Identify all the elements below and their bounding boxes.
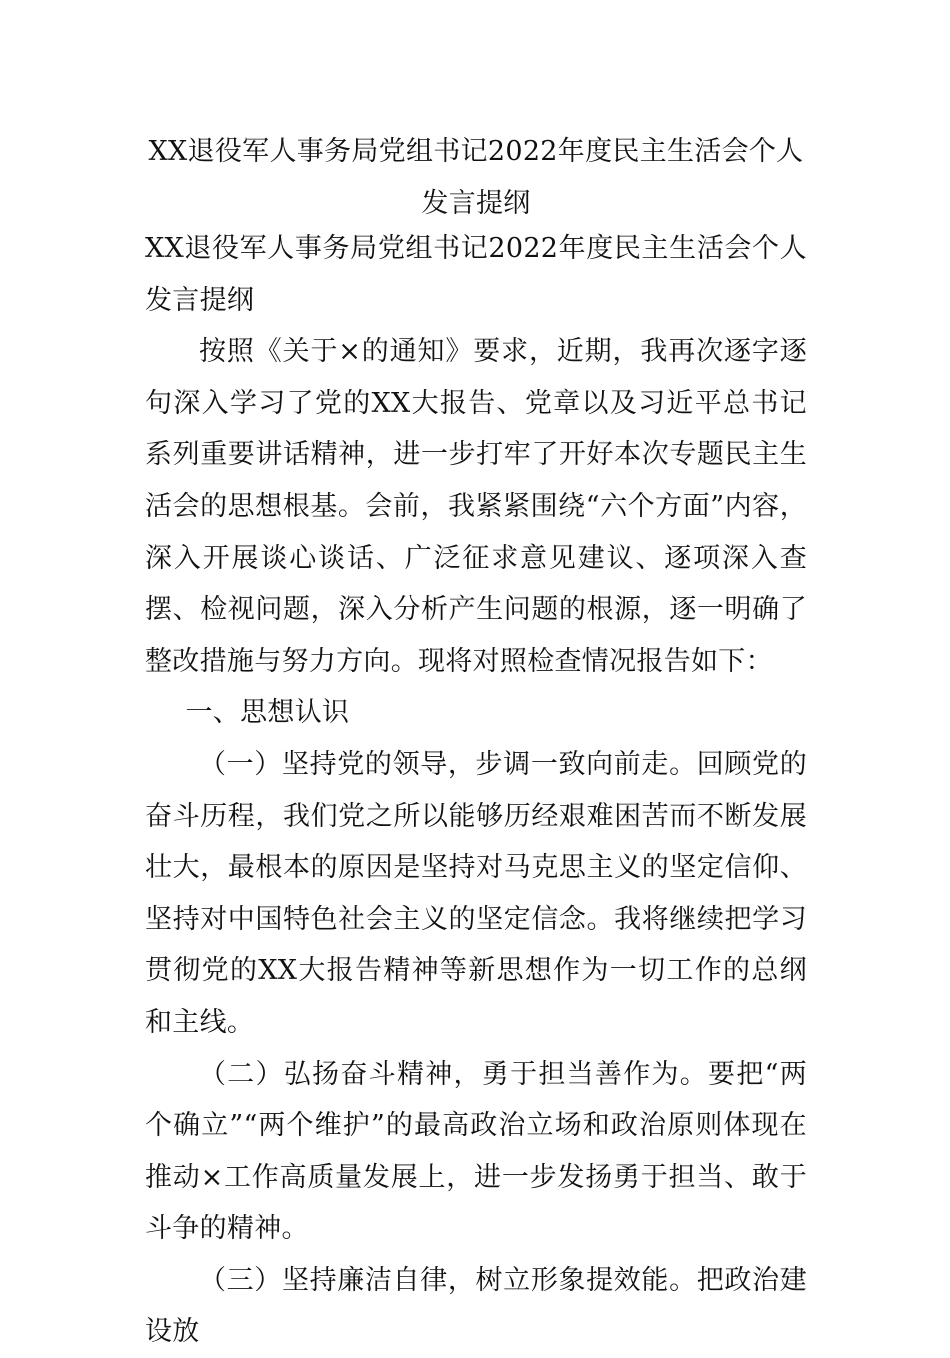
document-title: XX退役军人事务局党组书记2022年度民主生活会个人发言提纲: [148, 136, 804, 219]
paragraph-item-2: （二）弘扬奋斗精神，勇于担当善作为。要把“两个确立”“两个维护”的最高政治立场和政治原则体现在推动×工作高质量发展上，进一步发扬勇于担当、敢于斗争的精神。: [145, 1058, 807, 1245]
paragraph-item-1: （一）坚持党的领导，步调一致向前走。回顾党的奋斗历程，我们党之所以能够历经艰难困苦而不断发展壮大，最根本的原因是坚持对马克思主义的坚定信仰、坚持对中国特色社会主义的坚定信念。我将继续把学习贯彻党的XX大报告精神等新思想作为一切工作的总纲和主线。: [145, 748, 807, 1038]
intro-paragraph: 按照《关于×的通知》要求，近期，我再次逐字逐句深入学习了党的XX大报告、党章以及习近平总书记系列重要讲话精神，进一步打牢了开好本次专题民主生活会的思想根基。会前，我紧紧围绕“六个方面”内容，深入开展谈心谈话、广泛征求意见建议、逐项深入查摆、检视问题，深入分析产生问题的根源，逐一明确了整改措施与努力方向。现将对照检查情况报告如下：: [145, 336, 807, 677]
document-body: [145, 223, 807, 1358]
title-repeat-line: XX退役军人事务局党组书记2022年度民主生活会个人发言提纲: [145, 233, 807, 316]
paragraph-item-3: （三）坚持廉洁自律，树立形象提效能。把政治建设放: [145, 1264, 807, 1348]
section-heading-thought: 一、思想认识: [185, 697, 350, 729]
